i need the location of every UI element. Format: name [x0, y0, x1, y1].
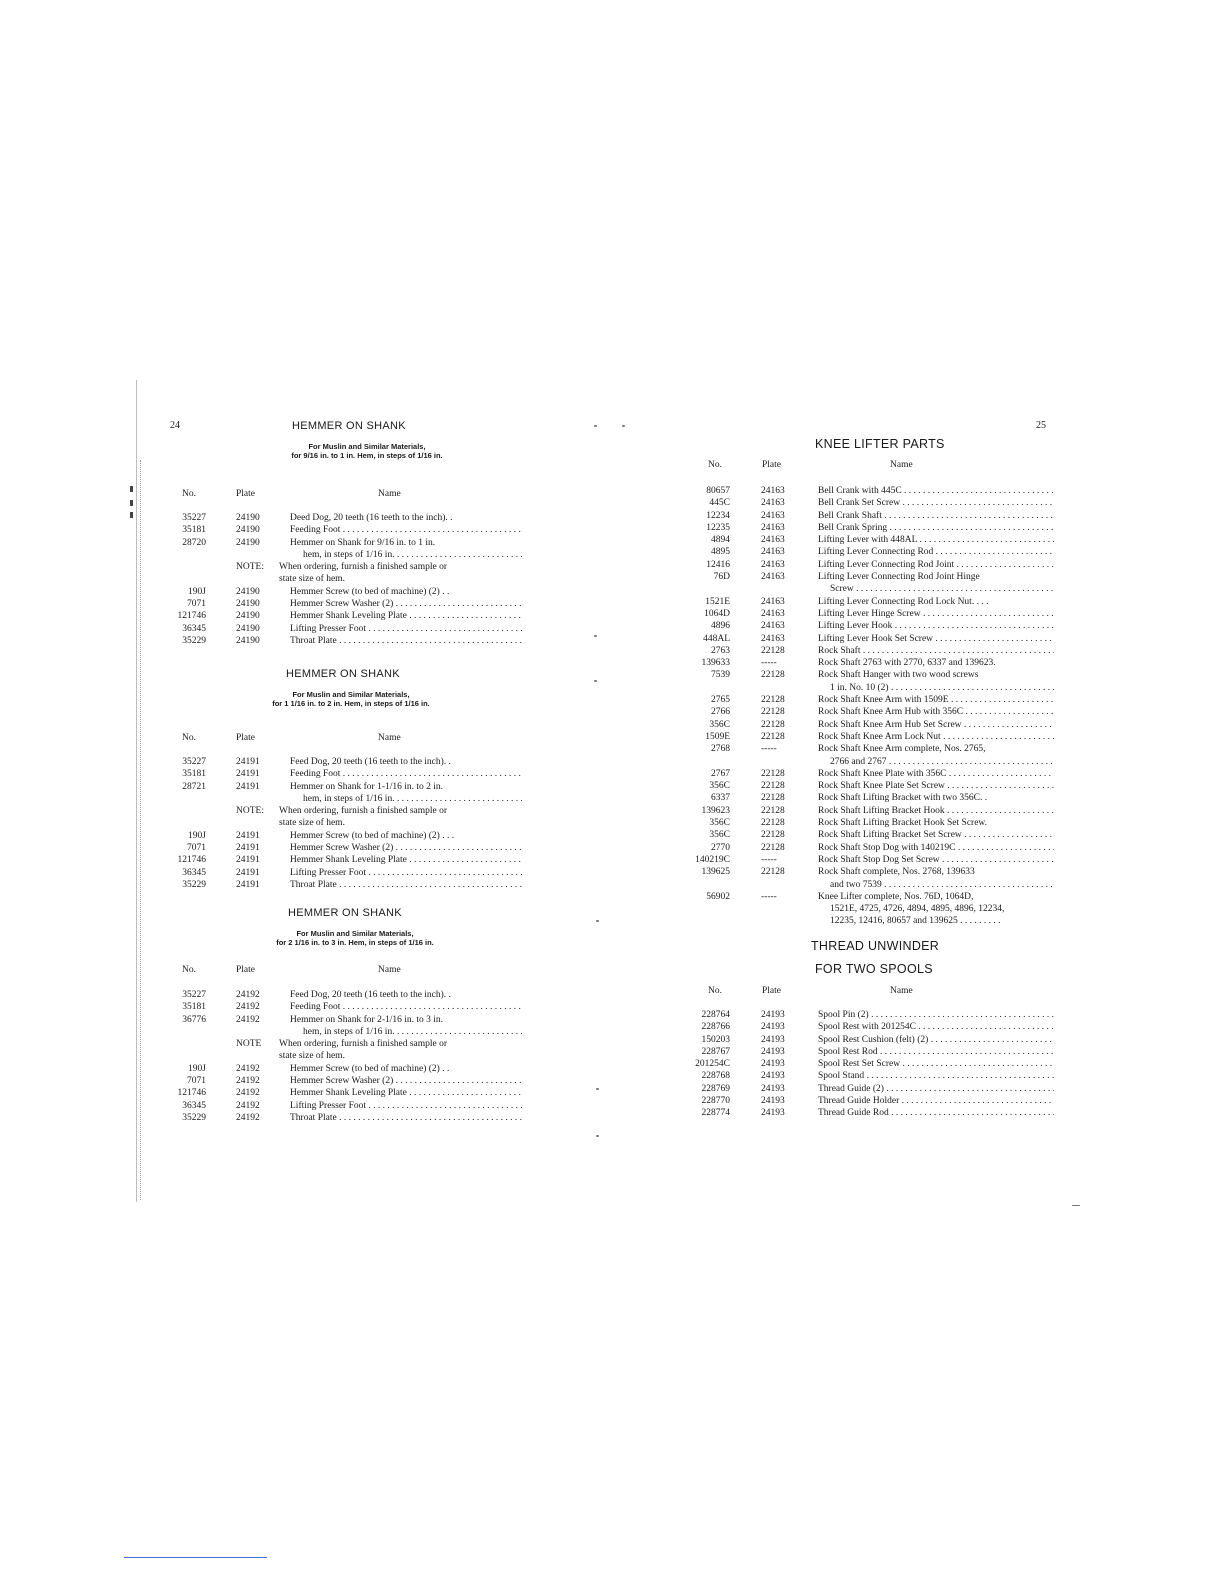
- part-name: Rock Shaft Knee Plate with 356C . . .: [818, 768, 1054, 780]
- part-name: When ordering, furnish a finished sample or: [279, 562, 448, 573]
- plate-number: 24190: [236, 635, 260, 646]
- part-name: Hemmer Screw Washer (2) . . .: [290, 842, 522, 854]
- part-name: Rock Shaft . . .: [818, 645, 1054, 657]
- part-number: 36345: [182, 1100, 206, 1111]
- part-number: 201254C: [695, 1059, 730, 1070]
- speck: [594, 425, 597, 427]
- plate-number: 22128: [761, 793, 785, 804]
- part-number: 190J: [188, 830, 206, 841]
- table-row: [0, 1107, 1224, 1119]
- section-materials-note: for 2 1/16 in. to 3 in. Hem, in steps of 1/16 in.: [276, 938, 434, 947]
- page-number-left: 24: [170, 420, 180, 431]
- table-row: [0, 719, 1224, 731]
- scan-edge-line: [124, 1557, 267, 1558]
- plate-number: 24190: [236, 586, 260, 597]
- part-name: Rock Shaft complete, Nos. 2768, 139633: [818, 867, 975, 878]
- table-row: [0, 620, 1224, 632]
- plate-number: 24191: [236, 781, 260, 792]
- part-number: 121746: [177, 611, 206, 622]
- table-row: [0, 522, 1224, 534]
- part-name: hem, in steps of 1/16 in. . . .: [303, 1026, 522, 1038]
- column-header-name: Name: [378, 489, 401, 499]
- part-number: 1509E: [705, 731, 730, 742]
- part-name: Lifting Presser Foot . . .: [290, 1100, 522, 1112]
- plate-number: 24163: [761, 486, 785, 496]
- part-name: state size of hem.: [279, 1051, 345, 1062]
- part-name: Rock Shaft Stop Dog Set Screw . . .: [818, 854, 1054, 866]
- section-title: KNEE LIFTER PARTS: [815, 437, 945, 451]
- section-materials-note: For Muslin and Similar Materials,: [292, 690, 410, 699]
- part-name: Throat Plate . . .: [290, 635, 522, 647]
- part-name: Lifting Presser Foot . . .: [290, 623, 522, 635]
- plate-number: 22128: [761, 695, 785, 706]
- part-name: Deed Dog, 20 teeth (16 teeth to the inch). .: [290, 513, 453, 523]
- plate-number: 24163: [761, 633, 785, 644]
- plate-number: 24191: [236, 830, 260, 841]
- table-row: [0, 731, 1224, 743]
- part-number: 4896: [711, 621, 730, 632]
- column-header-plate: Plate: [762, 460, 781, 470]
- table-row: [0, 669, 1224, 681]
- table-row: [0, 510, 1224, 522]
- part-number: 4894: [711, 535, 730, 546]
- plate-number: 24163: [761, 559, 785, 570]
- section-title: HEMMER ON SHANK: [288, 907, 402, 919]
- table-row: [0, 559, 1224, 571]
- part-name: Rock Shaft Hanger with two wood screws: [818, 670, 979, 681]
- plate-number: 24190: [236, 525, 260, 536]
- plate-number: 24163: [761, 621, 785, 632]
- part-number: 121746: [177, 1088, 206, 1099]
- part-name: Throat Plate . . .: [290, 879, 522, 891]
- part-name: Hemmer Screw Washer (2) . . .: [290, 1075, 522, 1087]
- part-number: 228768: [701, 1071, 730, 1082]
- column-header-plate: Plate: [762, 986, 781, 996]
- part-number: 7071: [187, 1076, 206, 1087]
- part-name: Bell Crank Spring . . .: [818, 522, 1054, 534]
- part-number: 36345: [182, 867, 206, 878]
- table-row: [0, 743, 1224, 755]
- plate-number: 22128: [761, 867, 785, 878]
- part-number: 35229: [182, 879, 206, 890]
- plate-number: -----: [761, 658, 777, 669]
- part-number: 35227: [182, 513, 206, 523]
- plate-number: 22128: [761, 645, 785, 656]
- table-row: [0, 1009, 1224, 1021]
- plate-number: 24193: [761, 1096, 785, 1107]
- part-number: 228769: [701, 1083, 730, 1094]
- plate-number: 22128: [761, 842, 785, 853]
- plate-number: 24193: [761, 1083, 785, 1094]
- plate-number: 24193: [761, 1108, 785, 1119]
- part-name: and two 7539 . . .: [830, 879, 1054, 891]
- speck: [622, 425, 625, 427]
- table-row: [0, 817, 1224, 829]
- part-number: 140219C: [695, 854, 730, 865]
- table-row: [0, 633, 1224, 645]
- part-name: Rock Shaft Knee Arm complete, Nos. 2765,: [818, 744, 986, 755]
- plate-number: 24163: [761, 510, 785, 521]
- column-header-plate: Plate: [236, 733, 255, 743]
- plate-number: 22128: [761, 830, 785, 841]
- table-row: [0, 792, 1224, 804]
- part-number: 1064D: [704, 608, 730, 619]
- plate-number: 24193: [761, 1034, 785, 1045]
- part-name: Lifting Lever with 448AL . . .: [818, 534, 1054, 546]
- part-number: 28720: [182, 537, 206, 548]
- part-name: Spool Pin (2) . . .: [818, 1009, 1054, 1021]
- plate-number: 24192: [236, 1112, 260, 1123]
- part-name: Hemmer Screw (to bed of machine) (2) . . .: [290, 830, 455, 841]
- part-name: Knee Lifter complete, Nos. 76D, 1064D,: [818, 891, 974, 902]
- table-row: [0, 879, 1224, 891]
- part-number: 35229: [182, 1112, 206, 1123]
- table-row: [0, 497, 1224, 509]
- plate-number: 24190: [236, 537, 260, 548]
- part-name: Lifting Lever Connecting Rod Lock Nut. . . .: [818, 596, 989, 607]
- part-number: 139625: [701, 867, 730, 878]
- table-row: [0, 706, 1224, 718]
- part-number: 28721: [182, 781, 206, 792]
- part-name: Hemmer on Shank for 2-1/16 in. to 3 in.: [290, 1014, 444, 1025]
- plate-number: 22128: [761, 805, 785, 816]
- part-name: Hemmer Screw Washer (2) . . .: [290, 598, 522, 610]
- part-name: 12235, 12416, 80657 and 139625 . . . . . . . . .: [830, 916, 1001, 927]
- table-row: [0, 583, 1224, 595]
- part-number: 228774: [701, 1108, 730, 1119]
- column-header-plate: Plate: [236, 489, 255, 499]
- plate-number: 24163: [761, 547, 785, 558]
- table-row: [0, 903, 1224, 915]
- part-name: Spool Rest Set Screw . . .: [818, 1058, 1054, 1070]
- part-name: 1 in. No. 10 (2) . . .: [830, 682, 1054, 694]
- section-title: HEMMER ON SHANK: [286, 668, 400, 680]
- part-name: Lifting Lever Hinge Screw . . .: [818, 608, 1054, 620]
- part-name: Feed Dog, 20 teeth (16 teeth to the inch). .: [290, 757, 451, 767]
- section-subtitle: FOR TWO SPOOLS: [815, 962, 933, 976]
- plate-number: 22128: [761, 768, 785, 779]
- plate-number: 24191: [236, 843, 260, 854]
- part-name: Rock Shaft Lifting Bracket Set Screw . . .: [818, 829, 1054, 841]
- part-number: 2763: [711, 645, 730, 656]
- table-row: [0, 866, 1224, 878]
- part-name: Bell Crank Set Screw . . .: [818, 497, 1054, 509]
- table-row: [0, 1058, 1224, 1070]
- parts-table: [0, 485, 1224, 928]
- column-header-plate: Plate: [236, 965, 255, 975]
- part-name: Bell Crank Shaft . . .: [818, 510, 1054, 522]
- plate-number: 22128: [761, 670, 785, 681]
- table-row: [0, 1021, 1224, 1033]
- part-name: Rock Shaft Lifting Bracket Hook . . .: [818, 805, 1054, 817]
- part-name: Hemmer Screw (to bed of machine) (2) . .: [290, 1063, 450, 1074]
- part-number: 12416: [706, 559, 730, 570]
- column-header-name: Name: [890, 460, 913, 470]
- part-name: Thread Guide Holder . . .: [818, 1095, 1054, 1107]
- plate-number: 24191: [236, 867, 260, 878]
- column-header-no: No.: [708, 986, 722, 996]
- part-name: Hemmer Shank Leveling Plate . . .: [290, 1087, 522, 1099]
- column-header-name: Name: [378, 965, 401, 975]
- part-number: 356C: [709, 719, 730, 730]
- section-materials-note: For Muslin and Similar Materials,: [296, 929, 414, 938]
- table-row: [0, 915, 1224, 927]
- part-name: Lifting Lever Connecting Rod . . .: [818, 546, 1054, 558]
- plate-number: 24163: [761, 498, 785, 509]
- section-title: THREAD UNWINDER: [811, 939, 940, 953]
- part-number: 4895: [711, 547, 730, 558]
- part-number: 121746: [177, 855, 206, 866]
- page-number-right: 25: [1036, 420, 1046, 431]
- part-name: Rock Shaft 2763 with 2770, 6337 and 139623.: [818, 658, 996, 669]
- part-number: 7071: [187, 599, 206, 610]
- part-number: 356C: [709, 781, 730, 792]
- part-number: 6337: [711, 793, 730, 804]
- plate-number: 24192: [236, 1100, 260, 1111]
- plate-number: -----: [761, 854, 777, 865]
- section-materials-note: for 9/16 in. to 1 in. Hem, in steps of 1/16 in.: [291, 451, 443, 460]
- plate-number: 24193: [761, 1010, 785, 1020]
- table-row: [0, 1095, 1224, 1107]
- plate-number: 24163: [761, 535, 785, 546]
- part-number: 35229: [182, 635, 206, 646]
- speck: [596, 1135, 599, 1137]
- part-name: Rock Shaft Knee Arm with 1509E . . .: [818, 694, 1054, 706]
- part-number: 356C: [709, 818, 730, 829]
- table-row: [0, 891, 1224, 903]
- part-number: 445C: [709, 498, 730, 509]
- table-row: [0, 829, 1224, 841]
- part-name: Rock Shaft Lifting Bracket with two 356C. .: [818, 793, 988, 804]
- plate-number: 24193: [761, 1022, 785, 1033]
- part-name: Rock Shaft Knee Arm Hub Set Screw . . .: [818, 719, 1054, 731]
- plate-number: 24192: [236, 1076, 260, 1087]
- part-name: Throat Plate . . .: [290, 1112, 522, 1124]
- part-number: 76D: [713, 572, 730, 583]
- plate-number: -----: [761, 891, 777, 902]
- part-name: hem, in steps of 1/16 in. . . .: [303, 793, 522, 805]
- plate-number: 24193: [761, 1046, 785, 1057]
- plate-number: 22128: [761, 719, 785, 730]
- part-name: state size of hem.: [279, 818, 345, 829]
- table-row: [0, 682, 1224, 694]
- part-number: 35227: [182, 757, 206, 767]
- part-name: Thread Guide (2) . . .: [818, 1083, 1054, 1095]
- part-name: Feeding Foot . . .: [290, 1001, 522, 1013]
- part-name: Bell Crank with 445C . . .: [818, 485, 1054, 497]
- table-row: [0, 596, 1224, 608]
- plate-number: 22128: [761, 707, 785, 718]
- plate-number: NOTE: [236, 1039, 262, 1050]
- part-number: 2765: [711, 695, 730, 706]
- section-materials-note: For Muslin and Similar Materials,: [308, 442, 426, 451]
- part-name: When ordering, furnish a finished sample or: [279, 1039, 448, 1050]
- part-number: 35181: [182, 769, 206, 780]
- table-row: [0, 842, 1224, 854]
- section-materials-note: for 1 1/16 in. to 2 in. Hem, in steps of 1/16 in.: [272, 699, 430, 708]
- column-header-no: No.: [182, 965, 196, 975]
- table-row: [0, 645, 1224, 657]
- table-row: [0, 756, 1224, 768]
- part-name: Hemmer on Shank for 9/16 in. to 1 in.: [290, 537, 436, 548]
- part-name: Spool Rest Cushion (felt) (2) . . .: [818, 1034, 1054, 1046]
- part-number: 190J: [188, 586, 206, 597]
- part-name: Feed Dog, 20 teeth (16 teeth to the inch). .: [290, 990, 451, 1000]
- part-name: Screw . . .: [830, 583, 1054, 595]
- part-number: 228767: [701, 1046, 730, 1057]
- part-name: Rock Shaft Stop Dog with 140219C . . .: [818, 842, 1054, 854]
- part-number: 7071: [187, 843, 206, 854]
- parts-table: [0, 1009, 1224, 1120]
- part-number: 2768: [711, 744, 730, 755]
- part-name: Feeding Foot . . .: [290, 524, 522, 536]
- part-name: Lifting Lever Connecting Rod Joint . . .: [818, 559, 1054, 571]
- part-number: 36345: [182, 623, 206, 634]
- part-name: Lifting Lever Hook Set Screw . . .: [818, 633, 1054, 645]
- part-number: 35181: [182, 1002, 206, 1013]
- part-number: 12234: [706, 510, 730, 521]
- part-number: 228766: [701, 1022, 730, 1033]
- plate-number: 24163: [761, 596, 785, 607]
- plate-number: 24190: [236, 599, 260, 610]
- table-row: [0, 1034, 1224, 1046]
- part-name: Lifting Presser Foot . . .: [290, 867, 522, 879]
- speck: [1072, 1205, 1080, 1206]
- plate-number: 24191: [236, 769, 260, 780]
- part-name: Rock Shaft Lifting Bracket Hook Set Screw.: [818, 818, 988, 829]
- plate-number: 22128: [761, 731, 785, 742]
- plate-number: 24192: [236, 1088, 260, 1099]
- part-name: Rock Shaft Knee Arm Lock Nut . . .: [818, 731, 1054, 743]
- part-name: Lifting Lever Connecting Rod Joint Hinge: [818, 572, 980, 583]
- plate-number: 24192: [236, 1063, 260, 1074]
- part-number: 2767: [711, 768, 730, 779]
- plate-number: 22128: [761, 818, 785, 829]
- table-row: [0, 485, 1224, 497]
- part-number: 228770: [701, 1096, 730, 1107]
- part-number: 35181: [182, 525, 206, 536]
- table-row: [0, 989, 1224, 1001]
- column-header-no: No.: [708, 460, 722, 470]
- plate-number: 24190: [236, 513, 260, 523]
- column-header-no: No.: [182, 489, 196, 499]
- part-name: 1521E, 4725, 4726, 4894, 4895, 4896, 12234,: [830, 904, 1005, 915]
- part-name: Thread Guide Rod . . .: [818, 1107, 1054, 1119]
- plate-number: 24191: [236, 855, 260, 866]
- section-title: HEMMER ON SHANK: [292, 420, 406, 432]
- plate-number: 24191: [236, 757, 260, 767]
- part-name: hem, in steps of 1/16 in. . . .: [303, 549, 522, 561]
- table-row: [0, 780, 1224, 792]
- plate-number: 24163: [761, 608, 785, 619]
- part-number: 356C: [709, 830, 730, 841]
- plate-number: 24192: [236, 1002, 260, 1013]
- part-name: Rock Shaft Knee Arm Hub with 356C . . .: [818, 706, 1054, 718]
- part-number: 139633: [701, 658, 730, 669]
- part-name: Spool Stand . . .: [818, 1070, 1054, 1082]
- part-name: When ordering, furnish a finished sample or: [279, 806, 448, 817]
- plate-number: 24191: [236, 879, 260, 890]
- part-number: 35227: [182, 990, 206, 1000]
- part-number: 7539: [711, 670, 730, 681]
- part-name: 2766 and 2767 . . .: [830, 756, 1054, 768]
- table-row: [0, 805, 1224, 817]
- part-name: Lifting Lever Hook . . .: [818, 620, 1054, 632]
- part-number: 2770: [711, 842, 730, 853]
- part-number: 36776: [182, 1014, 206, 1025]
- part-number: 150203: [701, 1034, 730, 1045]
- plate-number: 24190: [236, 623, 260, 634]
- column-header-name: Name: [890, 986, 913, 996]
- part-name: state size of hem.: [279, 574, 345, 585]
- part-number: 56902: [706, 891, 730, 902]
- part-number: 190J: [188, 1063, 206, 1074]
- part-number: 1521E: [705, 596, 730, 607]
- table-row: [0, 546, 1224, 558]
- table-row: [0, 694, 1224, 706]
- plate-number: 24163: [761, 572, 785, 583]
- table-row: [0, 768, 1224, 780]
- table-row: [0, 1070, 1224, 1082]
- part-name: Hemmer Shank Leveling Plate . . .: [290, 854, 522, 866]
- table-row: [0, 571, 1224, 583]
- plate-number: NOTE:: [236, 562, 264, 573]
- part-number: 2766: [711, 707, 730, 718]
- part-name: Hemmer Shank Leveling Plate . . .: [290, 610, 522, 622]
- column-header-no: No.: [182, 733, 196, 743]
- part-name: Feeding Foot . . .: [290, 768, 522, 780]
- part-name: Hemmer Screw (to bed of machine) (2) . .: [290, 586, 450, 597]
- column-header-name: Name: [378, 733, 401, 743]
- plate-number: -----: [761, 744, 777, 755]
- plate-number: 24193: [761, 1071, 785, 1082]
- table-row: [0, 1083, 1224, 1095]
- table-row: [0, 854, 1224, 866]
- plate-number: 22128: [761, 781, 785, 792]
- part-number: 228764: [701, 1010, 730, 1020]
- part-name: Rock Shaft Knee Plate Set Screw . . .: [818, 780, 1054, 792]
- plate-number: 24192: [236, 990, 260, 1000]
- plate-number: NOTE:: [236, 806, 264, 817]
- part-name: Spool Rest with 201254C . . .: [818, 1021, 1054, 1033]
- part-number: 12235: [706, 522, 730, 533]
- part-number: 139623: [701, 805, 730, 816]
- plate-number: 24190: [236, 611, 260, 622]
- table-row: [0, 608, 1224, 620]
- plate-number: 24193: [761, 1059, 785, 1070]
- part-number: 448AL: [703, 633, 730, 644]
- table-row: [0, 657, 1224, 669]
- plate-number: 24163: [761, 522, 785, 533]
- part-name: Spool Rest Rod . . .: [818, 1046, 1054, 1058]
- part-name: Hemmer on Shank for 1-1/16 in. to 2 in.: [290, 781, 444, 792]
- plate-number: 24192: [236, 1014, 260, 1025]
- part-number: 80657: [706, 486, 730, 496]
- table-row: [0, 1046, 1224, 1058]
- table-row: [0, 534, 1224, 546]
